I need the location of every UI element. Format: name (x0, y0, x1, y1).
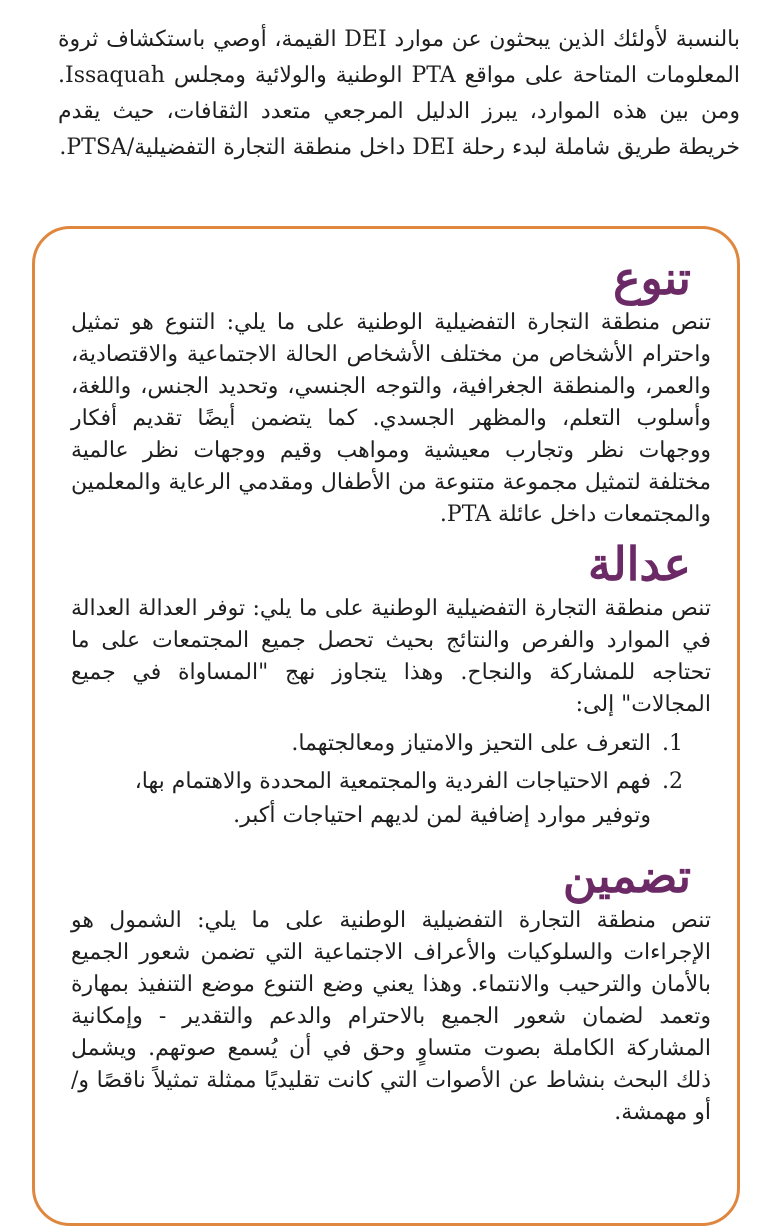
inclusion-body: تنص منطقة التجارة التفضيلية الوطنية على ما يلي: الشمول هو الإجراءات والسلوكيات والأعراف الاجتماعية التي تضمن شعور الجميع بالأمان والترحيب والانتماء. وهذا يعني وضع التنوع موضع التنفيذ بمهارة وتعمد لضمان شعور الجميع بالاحترام والدعم والتقدير - وإمكانية المشاركة الكاملة بصوت متساوٍ وحق في أن يُسمع صوتهم. ويشمل ذلك البحث بنشاط عن الأصوات التي كانت تقليديًا ممثلة تمثيلاً ناقصًا و/أو مهمشة. (71, 908, 711, 1125)
list-item (71, 765, 683, 833)
inclusion-section (71, 847, 711, 1129)
list-item-text: التعرف على التحيز والامتياز ومعالجتهما. (291, 731, 651, 756)
diversity-section (71, 249, 711, 531)
equity-heading: عدالة (587, 537, 691, 591)
list-item-number: 2. (662, 769, 683, 794)
diversity-body: تنص منطقة التجارة التفضيلية الوطنية على ما يلي: التنوع هو تمثيل واحترام الأشخاص من مختلف الأشخاص الحالة الاجتماعية والاقتصادية، والعمر، والمنطقة الجغرافية، والتوجه الجنسي، وتحديد الجنس، واللغة، وأسلوب التعلم، والمظهر الجسدي. كما يتضمن أيضًا تقديم أفكار ووجهات نظر وتجارب معيشية ومواهب وقيم ووجهات نظر عالمية مختلفة لتمثيل مجموعة متنوعة من الأطفال ومقدمي الرعاية والمعلمين والمجتمعات داخل عائلة PTA. (71, 310, 711, 527)
list-item (71, 727, 683, 761)
list-item-number: 1. (662, 731, 683, 756)
diversity-heading: تنوع (613, 251, 691, 305)
dei-definitions-box (32, 226, 740, 1226)
equity-body: تنص منطقة التجارة التفضيلية الوطنية على ما يلي: توفر العدالة العدالة في الموارد والفرص والنتائج بحيث تحصل جميع المجتمعات على ما تحتاجه للمشاركة والنجاح. وهذا يتجاوز نهج "المساواة في جميع المجالات" إلى: (71, 596, 711, 717)
intro-paragraph: بالنسبة لأولئك الذين يبحثون عن موارد DEI القيمة، أوصي باستكشاف ثروة المعلومات المتاحة على مواقع PTA الوطنية والولائية ومجلس Issaquah. ومن بين هذه الموارد، يبرز الدليل المرجعي متعدد الثقافات، حيث يقدم خريطة طريق شاملة لبدء رحلة DEI داخل منطقة التجارة التفضيلية/PTSA. (58, 27, 740, 160)
equity-list (71, 727, 711, 833)
inclusion-heading: تضمين (562, 849, 691, 903)
list-item-text: فهم الاحتياجات الفردية والمجتمعية المحددة والاهتمام بها، وتوفير موارد إضافية لمن لديهم احتياجات أكبر. (134, 769, 651, 828)
equity-section (71, 535, 711, 833)
